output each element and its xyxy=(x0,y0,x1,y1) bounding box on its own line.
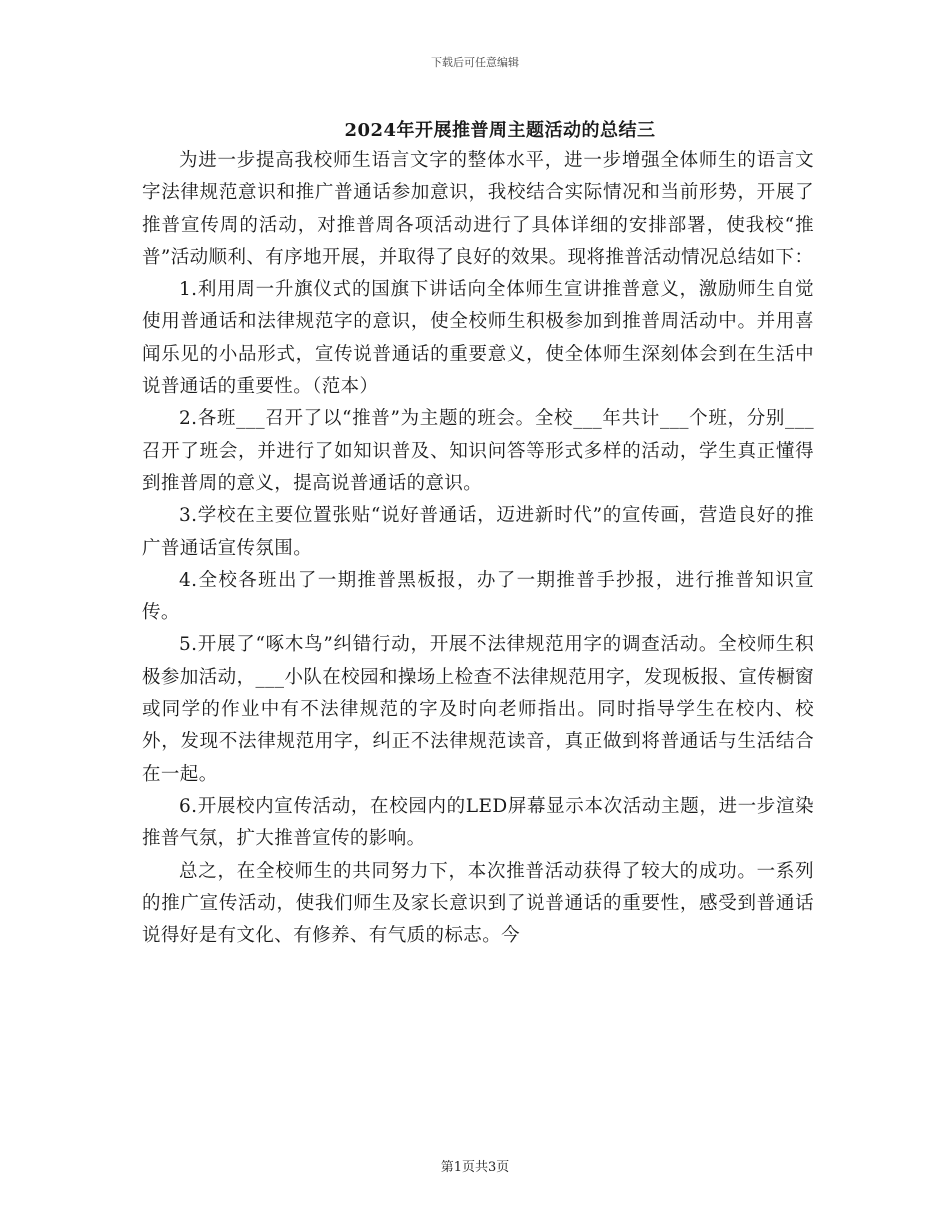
paragraph-item-5: 5.开展了“啄木鸟”纠错行动，开展不法律规范用字的调查活动。全校师生积极参加活动，___小队在校园和操场上检查不法律规范用字，发现板报、宣传橱窗或同学的作业中有不法律规范的字及时向老师指出。同时指导学生在校内、校外，发现不法律规范用字，纠正不法律规范读音，真正做到将普通话与生活结合在一起。 xyxy=(142,634,814,785)
paragraph-item-1: 1.利用周一升旗仪式的国旗下讲话向全体师生宣讲推普意义，激励师生自觉使用普通话和法律规范字的意识，使全校师生积极参加到推普周活动中。并用喜闻乐见的小品形式，宣传说普通话的重要意义，使全体师生深刻体会到在生活中说普通话的重要性。（范本） xyxy=(142,279,814,398)
paragraph-item-4: 4.全校各班出了一期推普黑板报，办了一期推普手抄报，进行推普知识宣传。 xyxy=(142,569,814,624)
page-footer: 第1页共3页 xyxy=(440,1160,510,1175)
document-body xyxy=(142,145,814,952)
header-note: 下载后可任意编辑 xyxy=(431,56,519,69)
document-title: 2024年开展推普周主题活动的总结三 xyxy=(344,120,656,141)
paragraph-item-3: 3.学校在主要位置张贴“说好普通话，迈进新时代”的宣传画，营造良好的推广普通话宣传氛围。 xyxy=(142,505,814,559)
paragraph-item-6: 6.开展校内宣传活动，在校园内的LED屏幕显示本次活动主题，进一步渲染推普气氛，扩大推普宣传的影响。 xyxy=(142,795,814,850)
paragraph-intro: 为进一步提高我校师生语言文字的整体水平，进一步增强全体师生的语言文字法律规范意识和推广普通话参加意识，我校结合实际情况和当前形势，开展了推普宣传周的活动，对推普周各项活动进行了具体详细的安排部署，使我校“推普”活动顺利、有序地开展，并取得了良好的效果。现将推普活动情况总结如下： xyxy=(142,150,814,268)
paragraph-conclusion: 总之，在全校师生的共同努力下，本次推普活动获得了较大的成功。一系列的推广宣传活动，使我们师生及家长意识到了说普通话的重要性，感受到普通话说得好是有文化、有修养、有气质的标志。今 xyxy=(142,860,814,947)
paragraph-item-2: 2.各班___召开了以“推普”为主题的班会。全校___年共计___个班，分别___召开了班会，并进行了如知识普及、知识问答等形式多样的活动，学生真正懂得到推普周的意义，提高说普通话的意识。 xyxy=(142,408,814,494)
